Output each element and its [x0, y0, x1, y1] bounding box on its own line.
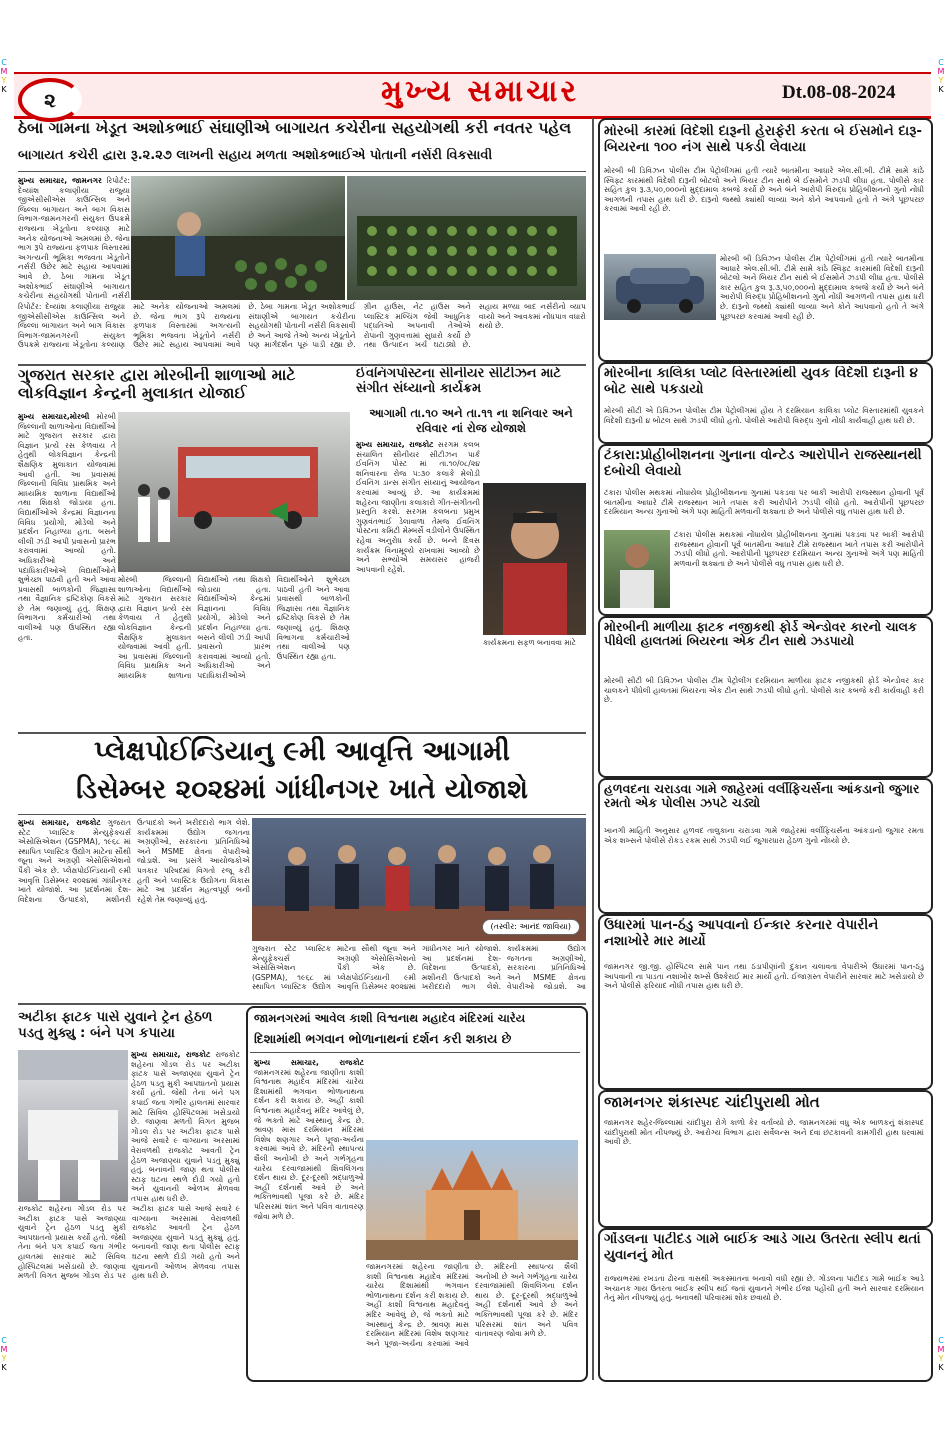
tankara-body-continued: ટંકારા પોલીસ મથકમાં નોંધાયેલ પ્રોહીબીશનના ગુનામાં પકડવા પર બાકી આરોપી રાજસ્થાન હોવાની પૂર્વ બાતમીના આધારે ટીમે રાજસ્થાન ખાતે તપાસ કરી આરોપીને ઝડપી લીધો હતો. આરોપીની પૂછપરછ દરમિયાન અન્ય ગુનાઓ અંગે પણ માહિતી મળવાની શક્યતા છે અને પોલીસે વધુ તપાસ હાથ ધરી છે.: [674, 530, 924, 568]
train-story-body: મુખ્ય સમાચાર, રાજકોટ રાજકોટ શહેરના ગોંડલ રોડ પર અટીકા ફાટક પાસે અજાણ્યા યુવાને ટ્રેન હેઠળ પડતુ મુકી આપઘાતનો પ્રયાસ કર્યો હતો. જેથી તેના બંને પગ કપાઈ જતા ગંભીર હાલતમાં સારવાર માટે સિવિલ હોસ્પિટલમાં ખસેડાયો છે. જાણવા મળતી વિગત મુજબ ગોંડલ રોડ પર અટીકા ફાટક પાસે આજે સવારે ૯ વાગ્યાના અરસામાં વેરાવળથી રાજકોટ આવતી ટ્રેન હેઠળ અજાણ્યા યુવાને પડતું મુક્યું હતું. બનાવની જાણ થતા પોલીસ સ્ટાફ ઘટના સ્થળે દોડી ગયો હતો અને યુવાનની ઓળખ મેળવવા તપાસ હાથ ધરી છે.: [131, 1050, 240, 1202]
section-title: મુખ્ય સમાચાર: [380, 74, 580, 109]
maliya-fatak-headline: મોરબીની માળીયા ફાટક નજીકથી ફોર્ડ એન્ડોવર કારનો ચાલક પીધેલી હાલતમાં બિયરના એક ટીન સાથે ઝડપાયો: [604, 620, 917, 649]
temple-story-body-continued: જામનગરમાં શહેરના જાણીતા કાશી વિશ્વનાથ મહાદેવ મંદિરમાં ચારેય દિશામાંથી ભગવાન ભોળાનાથના દર્શન કરી શકાય છે. અહીં કાશી વિશ્વનાથ મહાદેવનું મંદિર આવેલું છે, જે ભક્તો માટે આસ્થાનું કેન્દ્ર છે. શ્રાવણ માસ દરમિયાન મંદિરમાં વિશેષ શણગાર અને પૂજા-અર્ચના કરવામાં આવે છે. મંદિરની સ્થાપત્ય શૈલી અનોખી છે અને ગર્ભગૃહના ચારેય દરવાજામાંથી શિવલિંગના દર્શન થાય છે. દૂર-દૂરથી શ્રદ્ધાળુઓ અહીં દર્શનાર્થે આવે છે અને ભક્તિભાવથી પૂજા કરે છે. મંદિર પરિસરમાં શાંત અને પવિત્ર વાતાવરણ જોવા મળે છે.: [366, 1262, 578, 1348]
main-story-body: મુખ્ય સમાચાર, જામનગર રિપોર્ટર: દેવ્યાંશ કલાણીયા રાજુયા જીએસીસીએસ કાઉન્સિલ અને જિલ્લા બાગાયત અને બાગ વિકાસ વિભાગ-જામનગરની સંયુક્ત ઉપક્રમે રાજ્યના ખેડૂતોના કલ્યાણ માટે અનેક યોજનાઓ અમલમાં છે. જેના ભાગ રૂપે રાજ્યના ફળપાક વિસ્તારમાં અગત્યની ભૂમિકા ભજવતા ખેડૂતોને નર્સરી ઉછેર માટે સહાય આપવામાં આવે છે. ઠેબા ગામના ખેડૂત અશોકભાઈ સંઘાણીએ બાગાયત કચેરીના સહયોગથી પોતાની નર્સરી: [18, 176, 130, 300]
kalika-plot-body: મોરબી સીટી એ ડિવિઝન પોલીસ ટીમ પેટ્રોલીંગમાં હોય તે દરમિયાન કાલિકા પ્લોટ વિસ્તારમાંથી યુવકને વિદેશી દારૂની ૪ બોટલ સાથે ઝડપી લીધો હતો. પોલીસે આરોપી વિરુદ્ધ ગુનો નોંધી કાર્યવાહી હાથ ધરી છે.: [604, 406, 924, 425]
divider: [18, 732, 586, 734]
nursery-photo-farmer: [131, 176, 345, 300]
portrait-photo: [483, 483, 586, 635]
train-story-body-continued: રાજકોટ શહેરના ગોંડલ રોડ પર અટીકા ફાટક પાસે અજાણ્યા યુવાને ટ્રેન હેઠળ પડતુ મુકી આપઘાતનો પ્રયાસ કર્યો હતો. જેથી તેના બંને પગ કપાઈ જતા ગંભીર હાલતમાં સારવાર માટે સિવિલ હોસ્પિટલમાં ખસેડાયો છે. જાણવા મળતી વિગત મુજબ ગોંડલ રોડ પર અટીકા ફાટક પાસે આજે સવારે ૯ વાગ્યાના અરસામાં વેરાવળથી રાજકોટ આવતી ટ્રેન હેઠળ અજાણ્યા યુવાને પડતું મુક્યું હતું. બનાવની જાણ થતા પોલીસ સ્ટાફ ઘટના સ્થળે દોડી ગયો હતો અને યુવાનની ઓળખ મેળવવા તપાસ હાથ ધરી છે.: [18, 1204, 240, 1281]
plexpo-photo-caption: (તસ્વીર: આનંદ જાવિયા): [482, 919, 581, 935]
music-story-headline: ઈવનિંગપોસ્ટના સીનીયર સીટીઝન માટે સંગીત સંધ્યાનો કાર્યક્રમ: [356, 367, 561, 396]
registration-mark-right-top: C M Y K: [937, 58, 945, 94]
plexpo-dateline: મુખ્ય સમાચાર, રાજકોટ: [18, 818, 101, 827]
temple-story-body: મુખ્ય સમાચાર, રાજકોટ જામનગરમાં શહેરના જાણીતા કાશી વિશ્વનાથ મહાદેવ મંદિરમાં ચારેય દિશામાંથી ભગવાન ભોળાનાથના દર્શન કરી શકાય છે. અહીં કાશી વિશ્વનાથ મહાદેવનું મંદિર આવેલું છે, જે ભક્તો માટે આસ્થાનું કેન્દ્ર છે. શ્રાવણ માસ દરમિયાન મંદિરમાં વિશેષ શણગાર અને પૂજા-અર્ચના કરવામાં આવે છે. મંદિરની સ્થાપત્ય શૈલી અનોખી છે અને ગર્ભગૃહના ચારેય દરવાજામાંથી શિવલિંગના દર્શન થાય છે. દૂર-દૂરથી શ્રદ્ધાળુઓ અહીં દર્શનાર્થે આવે છે અને ભક્તિભાવથી પૂજા કરે છે. મંદિર પરિસરમાં શાંત અને પવિત્ર વાતાવરણ જોવા મળે છે.: [254, 1058, 364, 1221]
plexpo-body-continued: ગુજરાત સ્ટેટ પ્લાસ્ટિક મેન્યુફેક્ચર્સ એસોસિએશન (GSPMA), ૧૯૬૮ માં સ્થાપિત પ્લાસ્ટિક ઉદ્યોગ માટેના સૌથી જૂના અને અગ્રણી એસોસિએશનો પૈકી એક છે. પ્લેક્ષપોઈન્ડિયાની ૯મી આવૃત્તિ ડિસેમ્બર ૨૦૨૪માં ગાંધીનગર ખાતે યોજાશે. આ પ્રદર્શનમાં દેશ-વિદેશના ઉત્પાદકો, મશીનરી ઉત્પાદકો અને ખરીદદારો ભાગ લેશે. કાર્યક્રમમાં ઉદ્યોગ જગતના અગ્રણીઓ, સરકારના પ્રતિનિધિઓ અને MSME ક્ષેત્રના વેપારીઓ જોડાશે. આ: [252, 944, 586, 992]
school-story-body-continued: મોરબી જિલ્લાની શાળાઓના વિદ્યાર્થીઓ માટે ગુજરાત સરકાર દ્વારા વિજ્ઞાન પ્રત્યે રસ કેળવાય તે હેતુથી લોકવિજ્ઞાન કેન્દ્રની શૈક્ષણિક મુલાકાત યોજવામાં આવી હતી. આ પ્રવાસમાં જિલ્લાની વિવિધ પ્રાથમિક અને માધ્યમિક શાળાના વિદ્યાર્થીઓ તથા શિક્ષકો જોડાયા હતા. વિદ્યાર્થીઓએ કેન્દ્રમાં વિજ્ઞાનના વિવિધ પ્રયોગો, મોડેલો અને પ્રદર્શન નિહાળ્યા હતા. બસને લીલી ઝંડી આપી પ્રવાસનો પ્રારંભ કરાવવામાં આવ્યો હતો. અધિકારીઓ અને પદાધિકારીઓએ વિદ્યાર્થીઓને શુભેચ્છા પાઠવી હતી અને આવા પ્રવાસથી બાળકોની જિજ્ઞાસા તથા વૈજ્ઞાનિક દ્રષ્ટિકોણ વિકસે છે તેમ જણાવ્યું હતું. શિક્ષણ વિભાગના કર્મચારીઓ તથા વાલીઓ પણ ઉપસ્થિત રહ્યા હતા.: [118, 575, 350, 680]
column-rule: [592, 118, 594, 1380]
seized-car-photo: [604, 254, 716, 320]
morbi-liquor-body: મોરબી બી ડિવિઝન પોલીસ ટીમ પેટ્રોલીંગમાં હતી ત્યારે બાતમીના આધારે એલ.સી.બી. ટીમે સામે કાંઠે સ્વિફ્ટ કારમાંથી વિદેશી દારૂની બોટલો અને બિયર ટીન સાથે બે ઈસમોને ઝડપી લીધા હતા. પોલીસે કાર સહિત કુલ રૂ.૩,૫૦,૦૦૦નો મુદ્દામાલ કબજે કર્યો છે અને બંને આરોપી વિરુદ્ધ પ્રોહિબીશનનો ગુનો નોંધી આગળની તપાસ હાથ ધરી છે. દારૂનો જથ્થો ક્યાંથી લાવ્યા અને કોને આપવાનો હતો તે અંગે પૂછપરછ કરવામાં આવી રહી છે.: [604, 166, 924, 214]
chandipura-body: જામનગર શહેર-જિલ્લામાં ચાંદીપુરા રોગે કાળો કેર વર્તાવ્યો છે. જામનગરમાં વધુ એક બાળકનું શંકાસ્પદ ચાંદીપુરાથી મોત નીપજ્યું છે. આરોગ્ય વિભાગ દ્વારા સર્વેલન્સ અને દવા છંટકાવની કામગીરી હાથ ધરવામાં આવી છે.: [604, 1118, 924, 1147]
morbi-liquor-body-continued: મોરબી બી ડિવિઝન પોલીસ ટીમ પેટ્રોલીંગમાં હતી ત્યારે બાતમીના આધારે એલ.સી.બી. ટીમે સામે કાંઠે સ્વિફ્ટ કારમાંથી વિદેશી દારૂની બોટલો અને બિયર ટીન સાથે બે ઈસમોને ઝડપી લીધા હતા. પોલીસે કાર સહિત કુલ રૂ.૩,૫૦,૦૦૦નો મુદ્દામાલ કબજે કર્યો છે અને બંને આરોપી વિરુદ્ધ પ્રોહિબીશનનો ગુનો નોંધી આગળની તપાસ હાથ ધરી છે. દારૂનો જથ્થો ક્યાંથી લાવ્યા અને કોને આપવાનો હતો તે અંગે પૂછપરછ કરવામાં આવી રહી છે.: [720, 254, 924, 321]
registration-mark-right-bottom: C M Y K: [937, 1336, 945, 1372]
school-bus-art: [118, 412, 350, 572]
temple-headline-line1: જામનગરમાં આવેલ કાશી વિશ્વનાથ મહાદેવ મંદિરમાં ચારેય: [254, 1012, 526, 1025]
school-story-headline: ગુજરાત સરકાર દ્વારા મોરબીની શાળાઓ માટે લોકવિજ્ઞાન કેન્દ્રની મુલાકાત યોજાઈ: [18, 367, 296, 402]
registration-mark-left-bottom: C M Y K: [0, 1336, 8, 1372]
issue-date: Dt.08-08-2024: [782, 82, 896, 103]
temple-photo: [366, 1140, 578, 1260]
nursery-photo-art: [131, 176, 345, 300]
music-story-body: મુખ્ય સમાચાર, રાજકોટ સરગમ કલબ સંચાલિત સીનીયર સીટીઝન પાર્ક ઈવનિંગ પોસ્ટ માં તા.૧૦/૦૮/૨૪ શનિવારના રોજ ૫:૩૦ કલાકે મેલોડી ઈવનિંગ ડાન્સ સંગીત સંધ્યાનું આયોજન કરવામાં આવ્યું છે. આ કાર્યક્રમમાં શહેરના જાણીતા કલાકારો ગીત-સંગીતની પ્રસ્તુતિ કરશે. સરગમ કલબના પ્રમુખ ગુણવંતભાઈ ડેલાવાળા તેમજ ઈવનિંગ પોસ્ટના કમિટી મેમ્બર્સે વડીલોને ઉપસ્થિત રહેવા અનુરોધ કર્યો છે. બન્ને દિવસ કાર્યક્રમ વિનામૂલ્યે રાખવામાં આવ્યો છે અને સભ્યોએ સમયસર હાજરી આપવાની રહેશે.: [356, 440, 480, 574]
divider: [250, 1052, 580, 1053]
morbi-liquor-headline: મોરબી કારમાં વિદેશી દારૂની હેરાફેરી કરતા બે ઈસમોને દારૂ-બિયરના ૧૦૦ નંગ સાથે પકડી લેવાયા: [604, 124, 923, 155]
plexpo-headline-line1: પ્લેક્ષપોઈન્ડિયાનુ ૯મી આવૃત્તિ આગામી: [94, 736, 510, 767]
gondal-accident-headline: ગોંડલના પાટીદડ ગામે બાઈક આડે ગાય ઉતરતા સ્લીપ થતાં યુવાનનું મોત: [604, 1232, 921, 1263]
main-story-dateline: મુખ્ય સમાચાર, જામનગર: [18, 176, 102, 185]
accused-photo-art: [604, 530, 670, 608]
tankara-headline: ટંકારા:પ્રોહીબીશનના ગુનાના વોન્ટેડ આરોપીને રાજસ્થાનથી દબોચી લેવાયો: [604, 448, 922, 479]
registration-mark-left-top: C M Y K: [0, 58, 8, 94]
portrait-art: [483, 483, 586, 635]
nursery-photo-seedlings: [347, 176, 586, 300]
plexpo-press-photo: [252, 818, 586, 941]
school-story-body: મુખ્ય સમાચાર,મોરબી મોરબી જિલ્લાની શાળાઓના વિદ્યાર્થીઓ માટે ગુજરાત સરકાર દ્વારા વિજ્ઞાન પ્રત્યે રસ કેળવાય તે હેતુથી લોકવિજ્ઞાન કેન્દ્રની શૈક્ષણિક મુલાકાત યોજવામાં આવી હતી. આ પ્રવાસમાં જિલ્લાની વિવિધ પ્રાથમિક અને માધ્યમિક શાળાના વિદ્યાર્થીઓ તથા શિક્ષકો જોડાયા હતા. વિદ્યાર્થીઓએ કેન્દ્રમાં વિજ્ઞાનના વિવિધ પ્રયોગો, મોડેલો અને પ્રદર્શન નિહાળ્યા હતા. બસને લીલી ઝંડી આપી પ્રવાસનો પ્રારંભ કરાવવામાં આવ્યો હતો. અધિકારીઓ અને પદાધિકારીઓએ વિદ્યાર્થીઓને શુભેચ્છા પાઠવી હતી અને આવા પ્રવાસથી બાળકોની જિજ્ઞાસા તથા વૈજ્ઞાનિક દ્રષ્ટિકોણ વિકસે છે તેમ જણાવ્યું હતું. શિક્ષણ વિભાગના કર્મચારીઓ તથા વાલીઓ પણ ઉપસ્થિત રહ્યા હતા.: [18, 412, 116, 642]
chandipura-headline: જામનગર શંકાસ્પદ ચાંદીપુરાથી મોત: [604, 1094, 820, 1111]
main-story-subhead: બાગાયત કચેરી દ્વારા રૂ.૨.૨૭ લાખની સહાય મળતા અશોકભાઈએ પોતાની નર્સરી વિકસાવી: [18, 148, 493, 163]
gondal-accident-body: રાજ્યભરમાં રખડતા ઢોરના ત્રાસથી અકસ્માતના બનાવો વધી રહ્યા છે. ગોંડલના પાટીદડ ગામે બાઈક આડે અચાનક ગાય ઉતરતા બાઈક સ્લીપ થઈ જતાં યુવાનને ગંભીર ઈજા પહોંચી હતી અને સારવાર દરમિયાન તેનું મોત નીપજ્યું હતું. બનાવથી પરિવારમાં શોક છવાયો છે.: [604, 1274, 924, 1303]
kalika-plot-headline: મોરબીના કાલિકા પ્લોટ વિસ્તારમાંથી યુવક વિદેશી દારૂની ૪ બોટ સાથે પકડાયો: [604, 366, 918, 397]
charadva-body: ખાનગી માહિતી અનુસાર હળવદ તાલુકાના ચરાડવા ગામે જાહેરમાં વર્લીફિચર્સના આંકડાનો જુગાર રમતા એક શખ્સને પોલીસે રોકડ રકમ સાથે ઝડપી લઈ જુગારધારા હેઠળ ગુનો નોંધ્યો છે.: [604, 826, 924, 845]
pan-shop-headline: ઉધારમાં પાન-ઠંડુ આપવાનો ઈન્કાર કરનાર વેપારીને નશાખોરે માર માર્યો: [604, 918, 879, 949]
charadva-headline: હળવદના ચરાડવા ગામે જાહેરમાં વર્લીફિચર્સના આંકડાનો જુગાર રમતો એક પોલીસ ઝપટે ચડ્યો: [604, 782, 920, 811]
plexpo-body: મુખ્ય સમાચાર, રાજકોટ ગુજરાત સ્ટેટ પ્લાસ્ટિક મેન્યુફેક્ચર્સ એસોસિએશન (GSPMA), ૧૯૬૮ માં સ્થાપિત પ્લાસ્ટિક ઉદ્યોગ માટેના સૌથી જૂના અને અગ્રણી એસોસિએશનો પૈકી એક છે. પ્લેક્ષપોઈન્ડિયાની ૯મી આવૃત્તિ ડિસેમ્બર ૨૦૨૪માં ગાંધીનગર ખાતે યોજાશે. આ પ્રદર્શનમાં દેશ-વિદેશના ઉત્પાદકો, મશીનરી ઉત્પાદકો અને ખરીદદારો ભાગ લેશે. કાર્યક્રમમાં ઉદ્યોગ જગતના અગ્રણીઓ, સરકારના પ્રતિનિધિઓ અને MSME ક્ષેત્રના વેપારીઓ જોડાશે. આ પ્રસંગે આયોજકોએ પત્રકાર પરિષદમાં વિગતો રજૂ કરી હતી અને પ્લાસ્ટિક ઉદ્યોગના વિકાસ માટે આ પ્રદર્શન મહત્વપૂર્ણ બની રહેશે તેમ જણાવ્યું હતું.: [18, 818, 250, 904]
train-story-headline: અટીકા ફાટક પાસે યુવાને ટ્રેન હેઠળ પડતુ મુક્યુ : બંને પગ કપાયા: [18, 1010, 213, 1041]
seized-car-art: [604, 254, 716, 320]
temple-headline-line2: દિશામાંથી ભગવાન ભોળાનાથનાં દર્શન કરી શકાય છે: [254, 1032, 512, 1046]
main-story-headline: ઠેબા ગામના ખેડૂત અશોકભાઈ સંઘાણીએ બાગાયત કચેરીના સહયોગથી કરી નવતર પહેલ: [18, 120, 572, 137]
music-photo-caption: કાર્યક્રમના સફળ બનાવવા માટે: [483, 638, 576, 647]
divider: [18, 171, 586, 172]
divider: [18, 814, 586, 815]
accused-photo: [604, 530, 670, 608]
seedlings-art: [347, 176, 586, 300]
maliya-fatak-body: મોરબી સીટી બી ડિવિઝન પોલીસ ટીમ પેટ્રોલીંગ દરમિયાન માળીયા ફાટક નજીકથી ફોર્ડ એન્ડોવર કાર ચાલકને પીધેલી હાલતમાં બિયરના એક ટીન સાથે ઝડપી લીધો હતો. પોલીસે કાર કબજે કરી કાર્યવાહી કરી છે.: [604, 676, 924, 705]
music-story-dateline: મુખ્ય સમાચાર, રાજકોટ: [356, 440, 434, 449]
hospital-photo-art: [18, 1050, 128, 1202]
page-number: ૨: [18, 78, 82, 122]
divider: [18, 364, 586, 366]
temple-story-dateline: મુખ્ય સમાચાર, રાજકોટ: [254, 1058, 364, 1067]
school-story-dateline: મુખ્ય સમાચાર,મોરબી: [18, 412, 90, 421]
temple-photo-art: [366, 1140, 578, 1260]
plexpo-headline-line2: ડિસેમ્બર ૨૦૨૪માં ગાંધીનગર ખાતે યોજાશે: [76, 774, 528, 805]
hospital-photo: [18, 1050, 128, 1202]
train-story-dateline: મુખ્ય સમાચાર, રાજકોટ: [131, 1050, 211, 1059]
tankara-body: ટંકારા પોલીસ મથકમાં નોંધાયેલ પ્રોહીબીશનના ગુનામાં પકડવા પર બાકી આરોપી રાજસ્થાન હોવાની પૂર્વ બાતમીના આધારે ટીમે રાજસ્થાન ખાતે તપાસ કરી આરોપીને ઝડપી લીધો હતો. આરોપીની પૂછપરછ દરમિયાન અન્ય ગુનાઓ અંગે પણ માહિતી મળવાની શક્યતા છે અને પોલીસે વધુ તપાસ હાથ ધરી છે.: [604, 488, 924, 517]
music-story-subhead: આગામી તા.૧૦ અને તા.૧૧ ના શનિવાર અને રવિવાર નાં રોજ યોજાશે: [369, 406, 573, 435]
school-bus-photo: [118, 412, 350, 572]
pan-shop-body: જામનગર જી.જી. હોસ્પિટલ સામે પાન તથા ઠંડાપીણાંની દુકાન ચલાવતા વેપારીએ ઉધારમાં પાન-ઠંડુ આપવાની ના પાડતા નશાખોર શખ્સે ઉશ્કેરાઈ માર માર્યો હતો. ઈજાગ્રસ્ત વેપારીને સારવાર માટે ખસેડાયો છે અને પોલીસે ફરિયાદ નોંધી તપાસ હાથ ધરી છે.: [604, 962, 924, 991]
main-story-body-continued: રિપોર્ટર: દેવ્યાંશ કલાણીયા રાજુયા જીએસીસીએસ કાઉન્સિલ અને જિલ્લા બાગાયત અને બાગ વિકાસ વિભાગ-જામનગરની સંયુક્ત ઉપક્રમે રાજ્યના ખેડૂતોના કલ્યાણ માટે અનેક યોજનાઓ અમલમાં છે. જેના ભાગ રૂપે રાજ્યના ફળપાક વિસ્તારમાં અગત્યની ભૂમિકા ભજવતા ખેડૂતોને નર્સરી ઉછેર માટે સહાય આપવામાં આવે છે. ઠેબા ગામના ખેડૂત અશોકભાઈ સંઘાણીએ બાગાયત કચેરીના સહયોગથી પોતાની નર્સરી વિકસાવી છે અને આજે તેઓ અન્ય ખેડૂતોને પણ માર્ગદર્શન પૂરું પાડી રહ્યા છે. ગ્રીન હાઉસ, નેટ હાઉસ અને પ્લાસ્ટિક મલ્ચિંગ જેવી આધુનિક પદ્ધતિઓ અપનાવી તેઓએ રોપાની ગુણવત્તામાં સુધારો કર્યો છે તથા ઉત્પાદન ખર્ચ ઘટાડ્યો છે. સહાય મળ્યા બાદ નર્સરીનો વ્યાપ વધ્યો અને આવકમાં નોંધપાત્ર વધારો થયો છે.: [18, 302, 586, 350]
divider: [18, 1003, 586, 1005]
